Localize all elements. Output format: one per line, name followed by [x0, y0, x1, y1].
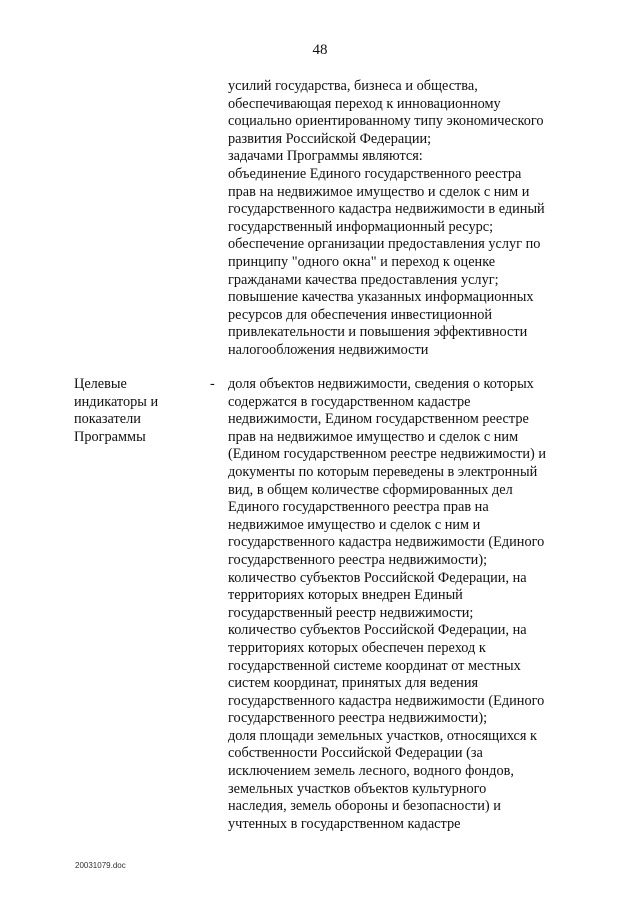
text-line: социально ориентированному типу экономического: [228, 113, 544, 130]
text-line: усилий государства, бизнеса и общества,: [228, 78, 478, 94]
label-line: индикаторы и: [74, 393, 159, 410]
text-line: недвижимости, Едином государственном реестре: [228, 411, 529, 428]
text-line: территориях которых внедрен Единый: [228, 587, 463, 604]
text-line: систем координат, принятых для ведения: [228, 675, 479, 692]
section-body: [228, 376, 546, 833]
text-line: собственности Российской Федерации (за: [228, 745, 483, 762]
text-line: ресурсов для обеспечения инвестиционной: [228, 306, 493, 323]
text-line: налогообложения недвижимости: [228, 341, 429, 358]
footer-filename: 20031079.doc: [75, 861, 126, 870]
text-line: государственный информационный ресурс;: [228, 218, 494, 235]
text-line: государственного кадастра недвижимости в единый: [228, 201, 545, 218]
text-line: повышение качества указанных информационных: [228, 289, 534, 306]
text-line: Единого государственного реестра прав на: [228, 499, 489, 516]
text-line: земельных участков объектов культурного: [228, 780, 487, 797]
text-line: количество субъектов Российской Федерации, на: [228, 569, 527, 586]
text-line: задачами Программы являются:: [228, 148, 423, 165]
text-line: государственного реестра недвижимости);: [228, 551, 488, 568]
text-line: принципу "одного окна" и переход к оценке: [228, 253, 496, 270]
intro-text: [228, 78, 545, 360]
label-line: Программы: [74, 428, 146, 445]
text-line: обеспечивающая переход к инновационному: [228, 95, 501, 112]
text-line: территориях которых обеспечен переход к: [228, 639, 486, 656]
text-line: содержатся в государственном кадастре: [228, 393, 471, 410]
text-line: государственного кадастра недвижимости (Единого: [228, 692, 545, 709]
text-line: государственный реестр недвижимости;: [228, 604, 474, 621]
text-line: наследия, земель обороны и безопасности) и: [228, 798, 501, 815]
text-line: недвижимое имущество и сделок с ним и: [228, 516, 481, 533]
text-line: обеспечение организации предоставления услуг по: [228, 236, 541, 253]
text-line: прав на недвижимое имущество и сделок с ним: [228, 428, 519, 445]
text-line: развития Российской Федерации;: [228, 130, 432, 147]
label-line: показатели: [74, 411, 141, 428]
text-line: количество субъектов Российской Федерации, на: [228, 622, 527, 639]
text-line: привлекательности и повышения эффективности: [228, 324, 528, 341]
text-line: (Едином государственном реестре недвижимости) и: [228, 446, 546, 463]
text-line: доля объектов недвижимости, сведения о которых: [228, 376, 534, 392]
text-line: государственной системе координат от местных: [228, 657, 521, 674]
text-line: вид, в общем количестве сформированных дел: [228, 481, 513, 498]
text-line: исключением земель лесного, водного фондов,: [228, 763, 514, 780]
page-number: 48: [312, 42, 328, 58]
text-line: государственного реестра недвижимости);: [228, 710, 488, 727]
label-line: Целевые: [74, 376, 127, 392]
text-line: объединение Единого государственного реестра: [228, 165, 522, 182]
text-line: государственного кадастра недвижимости (Единого: [228, 534, 545, 551]
text-line: гражданами качества предоставления услуг;: [228, 271, 499, 288]
text-line: документы по которым переведены в электронный: [228, 463, 538, 480]
section-label: [74, 376, 158, 446]
section-dash: -: [210, 376, 215, 392]
text-line: учтенных в государственном кадастре: [228, 815, 461, 832]
text-line: доля площади земельных участков, относящихся к: [228, 727, 537, 744]
text-line: прав на недвижимое имущество и сделок с ним и: [228, 183, 530, 200]
